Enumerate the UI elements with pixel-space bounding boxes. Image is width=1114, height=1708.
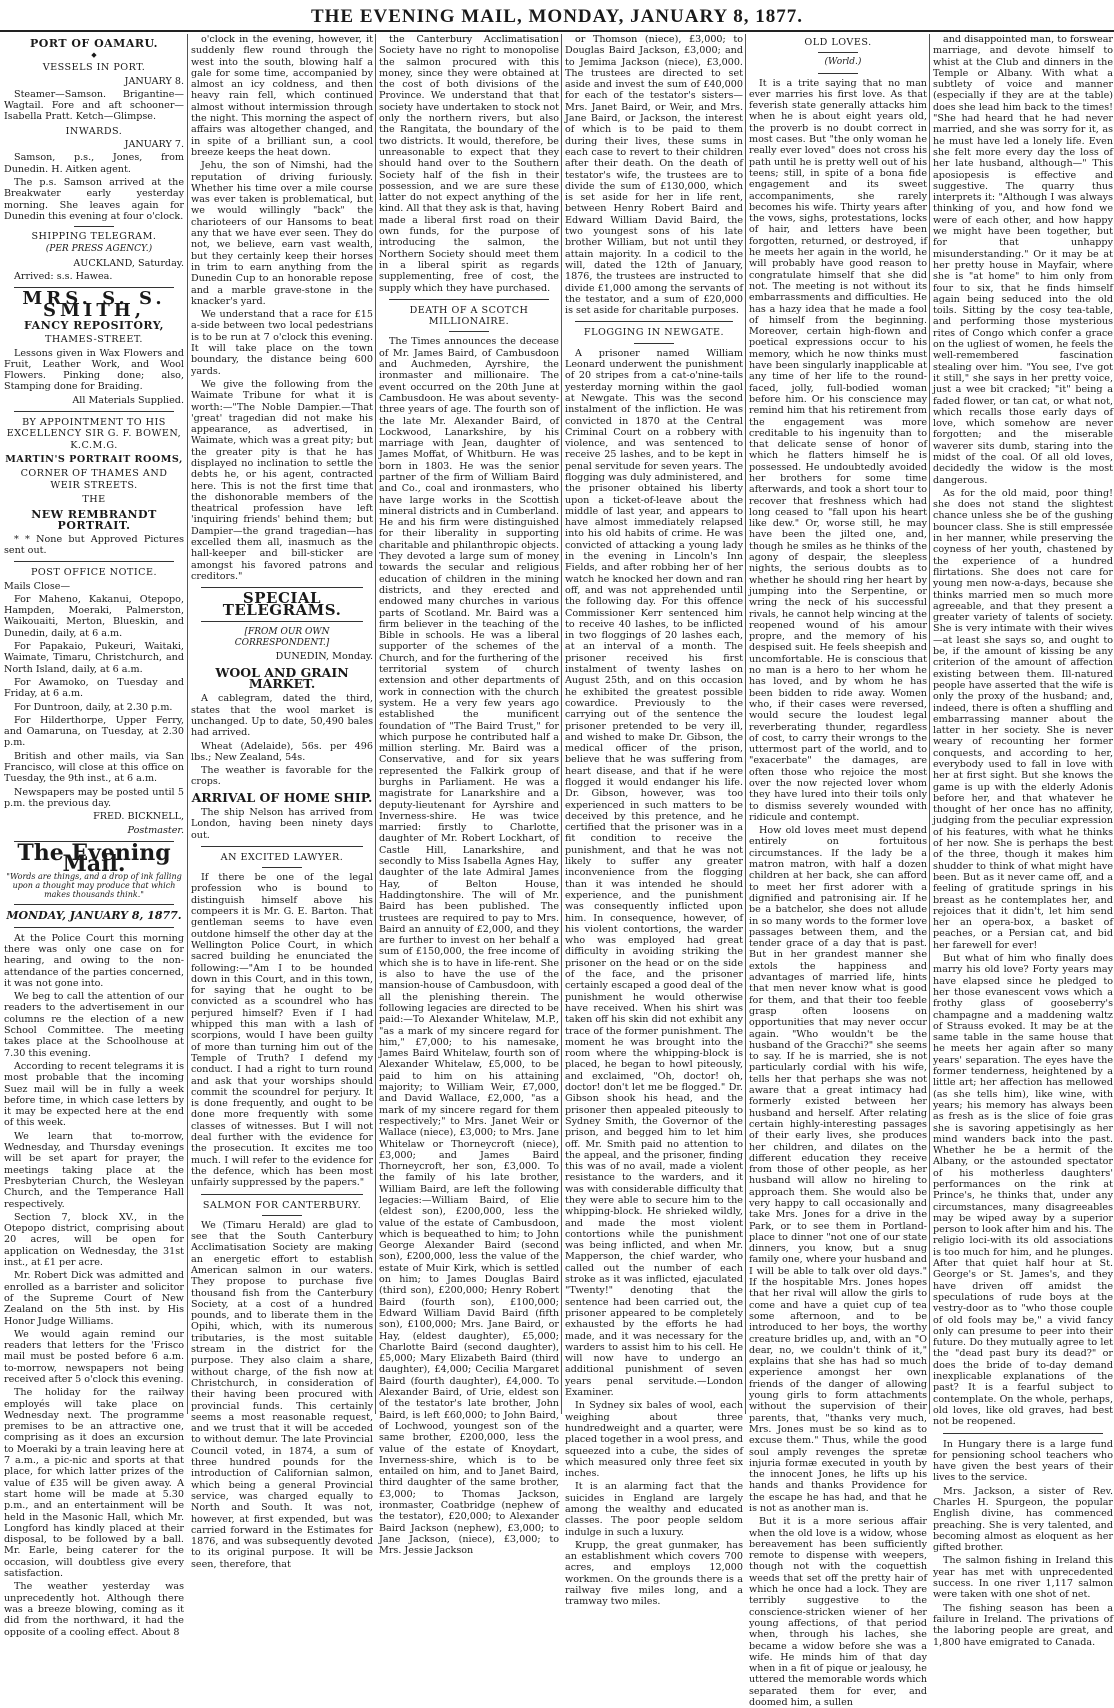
post-line: British and other mails, via San Francisco, will close at this office on Tuesday, the 9th inst., at 6 a.m. — [4, 750, 184, 785]
arrival-heading: ARRIVAL OF HOME SHIP. — [191, 789, 373, 805]
news-paragraph: The holiday for the railway employés will take place on Wednesday next. The programme premises to be an attractive one, comprising as it does an excursion to Moeraki by a train leaving here at 7 a.m., a pic-nic and sports at that place, for which latter prizes of the value of £35 will be given away. A start home will be made at 5.30 p.m., and an entertainment will be held in the Masonic Hall, which Mr. Longford has kindly placed at their disposal, to be followed by a ball. Mr. Earle, being caterer for the occasion, will doubtless give every satisfaction. — [4, 1387, 184, 1580]
shipping-text: Arrived: s.s. Hawea. — [14, 271, 113, 283]
divider — [14, 411, 174, 412]
flogging-paragraph: It is an alarming fact that the suicides in England are largely among the wealthy and educated classes. The poor people seldom indulge in such a luxury. — [565, 1481, 743, 1538]
shipping-place: AUCKLAND, Saturday. — [73, 257, 184, 269]
flogging-paragraph: Krupp, the great gunmaker, has an establishment which covers 700 acres, and employs 12,000 workmen. On the grounds there is a railway five miles long, and a tramway two miles. — [565, 1539, 743, 1608]
post-line: For Papakaio, Pukeuri, Waitaki, Waimate, Timaru, Christchurch, and North Island, daily, at 6 a.m. — [4, 641, 184, 675]
ornament: ◆ — [91, 51, 97, 60]
old-loves-paragraph: How old loves meet must depend entirely on fortuitous circumstances. If the lady be a matron matron, with half a dozen children at her back, she can afford to meet her first adorer with a dignified and patronising air. If he be a batchelor, she does not allude in so many words to the former love passages between them, and the tender grace of a day that is past. But in her grandest manner she extols the happiness and advantages of married life, hints that men never know what is good for them, and that their too feeble grasp often loosens on opportunities that may never occur again. "Who wouldn't be the husband of the Gracchi?" she seems to say. If he is married, she is not particularly cordial with his wife, tells her that perhaps she was not aware that a great intimacy had formerly existed between her husband and herself. After relating certain highly-interesting passages of their early lives, she produces her children, and dilates on the different education they receive from those of other people, as her husband will allow no hireling to approach them. She would also be very happy to call occasionally and take Mrs. Jones for a drive in the Park, or to see them in Portland-place to dinner "not one of our state dinners, you know, but a snug family one, where your husband and I will be able to talk over old days." If the hospitable Mrs. Jones hopes that her rival will allow the girls to come and have a quiet cup of tea some afternoon, and to be introduced to her boys, the worthy creature bridles up, and, with an "O dear, no, we couldn't think of it," explains that she has had so much experience amongst her own friends of the danger of allowing young girls to form attachments without the supervision of their parents, that, "thanks very much, Mrs. Jones must be so kind as to excuse them." Thus, while the good soul amply revenges the spretæ injuria formæ executed in youth by the innocent Jones, he lifts up his hands and thanks Providence for the escape he has had, and that he is not as another man is. — [749, 825, 927, 1514]
lawyer-heading: AN EXCITED LAWYER. — [220, 851, 344, 863]
old-loves-source: (World.) — [824, 57, 862, 68]
news-paragraph: or Thomson (niece), £3,000; to Douglas Baird Jackson, £3,000; and to Jemima Jackson (niece), £3,000. The trustees are directed to set aside and invest the sum of £40,000 for each of the testator's sisters—Mrs. Janet Baird, or Weir, and Mrs. Jane Baird, or Jackson, the interest of which is to be paid to them during their lives, these sums in each case to revert to their children after their death. On the death of testator's wife, the trustees are to divide the sum of £130,000, which is set aside for her in life rent, between Henry Robert Baird and Edward William David Baird, the two youngest sons of his late brother William, but not until they attain majority. In a codicil to the will, dated the 12th of January, 1876, the trustees are instructed to divide £1,000 among the servants of the testator, and a sum of £20,000 is set aside for charitable purposes. — [565, 34, 743, 317]
news-paragraph: the Canterbury Acclimatisation Society have no right to monopolise the salmon procured with this money, since they were obtained at the cost of both divisions of the Province. We understand that that society have undertaken to stock not only the northern rivers, but also the Rangitata, the boundary of the two districts. It would, therefore, be unreasonable to expect that they should hand over to the Southern Society half of the fish in their possession, and we are sure these latter do not expect anything of the kind. All that they ask is that, having made a liberal first road on their own funds, for the purpose of introducing the salmon, the Northern Society should meet them in a liberal spirit as regards supplementing, free of cost, the supply which they have purchased. — [379, 34, 559, 294]
martin-address: CORNER OF THAMES AND WEIR STREETS. — [20, 468, 168, 491]
inwards-heading: INWARDS. — [65, 125, 123, 137]
appointment-text: BY APPOINTMENT TO HIS EXCELLENCY SIR G. F. BOWEN, K.C.M.G. — [6, 417, 182, 451]
divider — [74, 226, 114, 227]
divider — [575, 321, 733, 322]
divider — [449, 331, 489, 332]
smith-footer: All Materials Supplied. — [72, 394, 184, 406]
arrival-text: The ship Nelson has arrived from London, having been ninety days out. — [191, 807, 373, 841]
news-paragraph: We beg to call the attention of our readers to the advertisement in our columns re the election of a new School Committee. The meeting takes place at the Schoolhouse at 7.30 this evening. — [4, 991, 184, 1059]
special-telegrams-heading: SPECIAL TELEGRAMS. — [222, 589, 342, 619]
wool-paragraph: A cablegram, dated the third, states that the wool market is unchanged. Up to date, 50,490 bales had arrived. — [191, 693, 373, 739]
divider — [201, 621, 363, 622]
old-loves-heading: OLD LOVES. — [804, 37, 872, 48]
special-source: [FROM OUR OWN CORRESPONDENT.] — [234, 626, 330, 649]
news-paragraph: We give the following from the Waimate Tribune for what it is worth:—"The Noble Dampier.—That 'great' tragedian did not make his appearance, as advertised, in Waimate, which was a great pity; but the greater pity is that he has displayed no inclination to settle the debts he, or his agent, contracted here. This is not the first time that the dishonorable members of the theatrical profession have left 'inquiring friends' behind them; but Dampier—the grand tragedian—has excelled them all, inasmuch as the hall-keeper and bill-sticker are amongst his favored patrons and creditors." — [191, 378, 373, 582]
old-loves-paragraph: and disappointed man, to forswear marriage, and devote himself to whist at the Club and dinners in the Temple or Albany. With what a subtlety of voice and manner (especially if they are at the table) does she lead him back to the times! "She had heard that he had never married, and she was sorry for it, as he must have led a lonely life. Even she felt more every day the loss of her late husband, although—" This aposiopesis is effective and suggestive. The quarry thus interprets it: "Although I was always thinking of you, and how fond we were of each other, and how happy we might have been together, but for that unhappy misunderstanding." Or it may be at her pretty house in Mayfair, where she is "at home" to him only from four to six, that he finds himself again being seduced into the old toils. Sitting by the cosy tea-table, and performing those mysterious rites of Congo which confer a grace on the ugliest of women, he feels the well-remembered fascination stealing over him. "You see, I've got it still," she says in her pretty voice, just a wee bit cracked; "it" being a faded flower, or tan cat, or what not, which recalls those early days of love, which somehow are never forgotten; and the miserable waverer sits dumb, staring into the midst of the coal. Of all old loves, decidedly the widow is the most dangerous. — [933, 34, 1113, 486]
rembrandt-note: * * None but Approved Pictures sent out. — [4, 533, 184, 556]
divider — [818, 73, 858, 74]
paper-motto: "Words are things, and a drop of ink falling upon a thought may produce that which makes thousands think." — [6, 872, 182, 900]
divider — [14, 561, 174, 562]
post-heading: POST OFFICE NOTICE. — [30, 567, 158, 579]
smith-street: THAMES-STREET. — [45, 334, 143, 346]
column-3 — [375, 34, 562, 1557]
smith-text: Lessons given in Wax Flowers and Fruit, Leather Work, and Wool Flowers. Pinking done; also, Stamping done for Braiding. — [4, 347, 184, 393]
death-heading: DEATH OF A SCOTCH MILLIONAIRE. — [409, 304, 529, 328]
news-paragraph: At the Police Court this morning there was only one case on for hearing, and owing to the non-attendance of the parties concerned, it was not gone into. — [4, 932, 184, 989]
lawyer-paragraph: If there be one of the legal profession who is bound to distinguish himself above his compeers it is Mr. G. E. Barton. That gentleman seems to have even outdone himself the other day at the Wellington Police Court, in which sacred building he enunciated the following:—"Am I to be hounded down in this Court, and in this town, for saying that he ought to be convicted as a scoundrel who has perjured himself? Even if I had whipped this man with a lash of scorpions, would I have been guilty of more than turning him out of the Temple of Truth? I defend my conduct. I had a right to turn round and ask that your worships should commit the scoundrel for perjury. It is done frequently, and ought to be done more frequently with some classes of witnesses. But I will not deal further with the evidence for the prosecution. It excites me too much. I will refer to the evidence for the defence, which has been most unfairly suppressed by the papers." — [191, 872, 373, 1189]
post-line: For Hilderthorpe, Upper Ferry, and Oamaruna, on Tuesday, at 2.30 p.m. — [4, 714, 184, 749]
post-line: Newspapers may be posted until 5 p.m. the previous day. — [4, 786, 184, 809]
divider — [943, 1433, 1103, 1434]
death-paragraph: The Times announces the decease of Mr. James Baird, of Cambusdoon and Auchmeden, Ayrshire, the ironmaster and millionaire. The event occurred on the 20th June at Cambusdoon. He was about seventy-three years of age. The fourth son of the late Mr. Alexander Baird, of Lockwood, Lanarkshire, by his marriage with Jean, daughter of James Moffat, of Whitburn. He was born in 1803. He was the senior partner of the firm of William Baird and Co., coal and ironmasters, who have large works in the Scottish mineral districts and in Cumberland. He and his firm were distinguished for their liberality in supporting charitable and philanthropic objects. They devoted a large sum of money towards the secular and religious education of children in the mining districts, and they erected and endowed many churches in various parts of Scotland. Mr. Baird was a firm believer in the teaching of the Bible in schools. He was a liberal supporter of the schemes of the Church, and for the furthering of the territorial system of church extension and other departments of work in connection with the church system. He a very few years ago established the munificent foundation of "The Baird Trust," for which purpose he contributed half a million sterling. Mr. Baird was a Conservative, and for six years represented the Falkirk group of burghs in Parliament. He was a magistrate for Lanarkshire and a deputy-lieutenant for Ayrshire and Inverness-shire. He was twice married: firstly to Charlotte, daughter of Mr. Robert Lockhart, of Castle Hill, Lanarkshire, and secondly to Miss Isabella Agnes Hay, daughter of the late Admiral James Hay, of Belton House, Haddingtonshire. The will of Mr. Baird has been published. The trustees are required to pay to Mrs. Baird an annuity of £2,000, and they are further to invest on her behalf a sum of £150,000, the free income of which she is to have in life-rent. She is also to have the use of the mansion-house of Cambusdoon, with all the plenishing therein. The following legacies are directed to be paid:—To Alexander Whitelaw, M.P., "as a mark of my sincere regard for him," £7,000; to his namesake, James Baird Whitelaw, fourth son of Alexander Whitelaw, £5,000, to be paid to him on his attaining majority; to William Weir, £7,000, and David Wallace, £2,000, "as a mark of my sincere regard for them respectively;" to Mrs. Janet Weir or Wallace (niece), £3,000; to Mrs. Jane Whitelaw or Thorneycroft (niece), £3,000; and James Baird Thorneycroft, her son, £3,000. To the family of his late brother, William Baird, are left the following legacies:—William Baird, of Elie (eldest son), £200,000, less the value of the estate of Cambusdoon, which is bequeathed to him; to John George Alexander Baird (second son), £200,000, less the value of the estate of Muir Kirk, which is settled on him; to James Douglas Baird (third son), £200,000; Henry Robert Baird (fourth son), £100,000; Edward William David Baird (fifth son), £100,000; Mrs. Jane Baird, or Hay, (eldest daughter), £5,000; Charlotte Baird (second daughter), £5,000; Mary Elizabeth Baird (third daughter), £4,000; Cecilia Margaret Baird (fourth daughter), £4,000. To Alexander Baird, of Urie, eldest son of the testator's late brother, John Baird, is left £60,000; to John Baird, of Lochwood, youngest son of the same brother, £200,000, less the value of the estate of Knoydart, Inverness-shire, which is to be entailed on him, and to Janet Baird, third daughter of the same brother, £3,000; to Thomas Jackson, ironmaster, Coatbridge (nephew of the testator), £20,000; to Alexander Baird Jackson (nephew), £3,000; to Jane Jackson, (niece), £3,000; to Mrs. Jessie Jackson — [379, 336, 559, 1557]
samson-note: The p.s. Samson arrived at the Breakwater early yesterday morning. She leaves again for Dunedin this evening at four o'clock. — [4, 176, 184, 222]
flogging-paragraph: A prisoner named William Leonard underwent the punishment of 20 stripes from a cat-o'nine-tails yesterday morning within the gaol at Newgate. This was the second instalment of the infliction. He was convicted in 1870 at the Central Criminal Court on a robbery with violence, and was sentenced to receive 25 lashes, and to be kept in penal servitude for seven years. The flogging was duly administered, and the prisoner obtained his liberty upon a ticket-of-leave about the middle of last year, and appears to have almost immediately relapsed into his old habits of crime. He was convicted of attacking a young lady in the evening in Lincoln's Inn Fields, and after robbing her of her watch he knocked her down and ran off, and was not apprehended until the following day. For this offence Commissioner Kerr sentenced him to receive 40 lashes, to be inflicted in two floggings of 20 lashes each, at an interval of a month. The prisoner received his first instalment of twenty lashes on August 25th, and on this occasion he exhibited the greatest possible cowardice. Previously to the carrying out of the sentence the prisoner pretended to be very ill, and wished to make Dr. Gibson, the medical officer of the prison, believe that he was suffering from heart disease, and that if he were flogged it would endanger his life. Dr. Gibson, however, was too experienced in such matters to be deceived by this pretence, and he certified that the prisoner was in a fit condition to receive the punishment, and that he was not likely to suffer any greater inconvenience from the flogging than it was intended he should experience, and the punishment was consequently inflicted upon him. In consequence, however, of his violent contortions, the warder who was employed had great difficulty in avoiding striking the prisoner on the head or on the side of the face, and the prisoner certainly escaped a good deal of the punishment he would otherwise have received. When his shirt was taken off his skin did not exhibit any trace of the former punishment. The moment he was brought into the room where the whipping-block is placed, he began to howl piteously, and exclaimed, "Oh, doctor! oh, doctor! don't let me be flogged." Dr. Gibson shook his head, and the prisoner then appealed piteously to Sydney Smith, the Governor of the prison, and begged him to let him off. Mr. Smith paid no attention to the appeal, and the prisoner, finding this was of no avail, made a violent resistance to the warders, and it was with considerable difficulty that they were able to secure him to the whipping-block. He shrieked wildly, and made the most violent contortions while the punishment was being inflicted, and when Mr. Mapperson, the chief warder, who called out the number of each stroke as it was inflicted, ejaculated "Twenty!" denoting that the sentence had been carried out, the prisoner appeared to be completely exhausted by the efforts he had made, and it was necessary for the warders to assist him to his cell. He will now have to undergo an additional punishment of seven years penal servitude.—London Examiner. — [565, 347, 743, 1399]
wool-heading: WOOL AND GRAIN MARKET. — [215, 664, 349, 692]
old-loves-paragraph: But it is a more serious affair when the old love is a widow, whose bereavement has been sufficiently remote to dispense with weepers, though not with the coquettish weeds that set off the pretty hair of which he once had a lock. They are terribly suggestive to the conscience-stricken wiener of her young affections, of that period when, through his laches, she became a widow before she was a wife. He minds him of that day when in a fit of pique or jealousy, he uttered the memorable words which separated them for ever, and doomed him, a sullen — [749, 1516, 927, 1708]
news-paragraph: Jehu, the son of Nimshi, had the reputation of driving furiously. Whether his time over a mile course was ever taken is problematical, but we would willingly "back" the charioteers of our Hansoms to beat any that we have ever seen. They do not, we believe, earn vast wealth, but they certainly keep their horses in trim to earn anything from the Dunedin Cup to an honorable repose and a marble grave-stone in the knacker's yard. — [191, 160, 373, 307]
divider — [201, 846, 363, 847]
vessels-heading: VESSELS IN PORT. — [42, 62, 146, 74]
divider — [201, 587, 363, 588]
column-1 — [4, 34, 187, 1638]
news-paragraph: Mr. Robert Dick was admitted and enrolled as a barrister and solicitor of the Supreme Court of New Zealand on the 5th inst. by His Honor Judge Williams. — [4, 1270, 184, 1327]
news-paragraph: According to recent telegrams it is most probable that the incoming Suez mail will be in fully a week before time, in which case letters by it may be expected here at the end of this week. — [4, 1060, 184, 1129]
news-paragraph: We would again remind our readers that letters for the 'Frisco mail must be posted before 6 a.m. to-morrow, newspapers not being received after 5 o'clock this evening. — [4, 1328, 184, 1385]
salmon-heading: SALMON FOR CANTERBURY. — [202, 1199, 362, 1211]
news-paragraph: The weather yesterday was unprecedently hot. Although there was a breeze blowing, coming as it did from the northward, it had the opposite of a cooling effect. About 8 — [4, 1581, 184, 1638]
news-paragraph: The salmon fishing in Ireland this year has met with unprecedented success. In one river 1,117 salmon were taken with one shot of net. — [933, 1555, 1113, 1601]
column-2 — [187, 34, 376, 1570]
post-line: For Maheno, Kakanui, Otepopo, Hampden, Moeraki, Palmerston, Waikouaiti, Merton, Blueskin, and Dunedin, daily, at 6 a.m. — [4, 593, 184, 639]
post-line: For Duntroon, daily, at 2.30 p.m. — [14, 701, 173, 713]
rembrandt-heading: NEW REMBRANDT PORTRAIT. — [31, 508, 157, 533]
post-line: For Awamoko, on Tuesday and Friday, at 6 a.m. — [4, 676, 184, 700]
news-paragraph: o'clock in the evening, however, it suddenly flew round through the west into the south, blowing half a gale for some time, accompanied by almost an icy coldness, and then heavy rain fell, which continued almost without intermission through the night. This morning the aspect of affairs was altogether changed, and in spite of a brilliant sun, a cool breeze keeps the heat down. — [191, 34, 373, 158]
news-paragraph: In Hungary there is a large fund for pensioning school teachers who have given the best years of their lives to the service. — [933, 1438, 1113, 1484]
flogging-paragraph: In Sydney six bales of wool, each weighing about three hundredweight and a quarter, were placed together in a wool press, and squeezed into a cube, the sides of which measured only three feet six inches. — [565, 1400, 743, 1480]
smith-name: MRS. S. S. SMITH, — [22, 288, 166, 321]
news-paragraph: Section 7, block XV., in the Otepopo district, comprising about 20 acres, will be open for application on Wednesday, the 31st inst., at £1 per acre. — [4, 1211, 184, 1269]
old-loves-paragraph: It is a trite saying that no man ever marries his first love. As that feverish state generally attacks him when he is about eight years old, the proverb is no doubt correct in most cases. But "the only woman he really ever loved" does not cross his path until he is pretty well out of his teens; still, in spite of a bona fide engagement and its sweet accompaniments, she rarely becomes his wife. Thirty years after the vows, sighs, protestations, locks of hair, and letters have been forgotten, returned, or destroyed, if he meets her again in the world, he will probably have good reason to congratulate himself that she did not. The meeting is not without its embarrassments and difficulties. He has a hazy idea that he made a fool of himself from the beginning. Moreover, certain high-flown and poetical expressions occur to his memory, which he now thinks must have been singularly inapplicable at any time of her life to the round-faced, jolly, full-bodied woman before him. Or his conscience may remind him that his retirement from the engagement was more creditable to his ingenuity than to that delicate sense of honor of which he flatters himself he is possessed. He undoubtedly avoided her brothers for some time afterwards, and took a short tour to recover that freshness which had long ceased to "fall upon his heart like dew." Or, worse still, he may have been the jilted one, and, though he smiles as he thinks of the agony of despair, the sleepless nights, the serious doubts as to whether he should ring her heart by jumping into the Serpentine, or wring the neck of his successful rivals, he cannot help wincing at the reopened wound of his amour propre, and the memory of his despised suit. He feels sheepish and uncomfortable. He is conscious that no man is a hero to her whom he has loved, and by whom he has been bidden to ride away. Women who, if their cases were reversed, would secure the loudest legal reverberating thunder, regardless of cost, to carry their wrongs to the uttermost part of the world, and to "exacerbate" the damages, are often those who rejoice the most over the now rejected lover whom they have lured into their toils only to dismiss severely wounded with ridicule and contempt. — [749, 77, 927, 823]
old-loves-paragraph: But what of him who finally does marry his old love? Forty years may have elapsed since he pledged to her those evanescent vows which a frothy glass of gooseberry's champagne and a maddening waltz of Strauss evoked. It may be at the same table in the same house that he meets her again after so many years' separation. The eyes have the former tenderness, heightened by a little art; her affection has mellowed (as she tells him), like wine, with years; his memory has always been as fresh as is the slice of foie gras she is savoring appetisingly as her mind wanders back into the past. Whether he be a hermit of the Albany, or the astounded spectator of his motherless daughters' performances on the rink at Prince's, he thinks that, under any circumstances, many disagreeables may be wiped away by a superior person to look after him and his. The religio loci-with its old associations is too much for him, and he plunges. After that quiet half hour at St. George's or St. James's, and they have driven off amidst the speculations of rude boys at the vestry-door as to "who those couple of old fools may be," a vivid fancy only can presume to peer into their future. Do they mutually agree to let the "dead past bury its dead?" or does the bride of to-day demand inexplicable explanations of the past? It is a fearful subject to contemplate. On the whole, perhaps, old loves, like old graves, had best not be reopened. — [933, 953, 1113, 1428]
port-heading: PORT OF OAMARU. — [30, 37, 158, 50]
post-signature: FRED. BICKNELL, — [93, 811, 184, 823]
divider — [14, 904, 174, 905]
flogging-heading: FLOGGING IN NEWGATE. — [583, 327, 725, 339]
masthead-title: THE EVENING MAIL, MONDAY, JANUARY 8, 1877. — [310, 6, 804, 27]
column-6 — [929, 34, 1113, 1648]
column-4 — [561, 34, 746, 1608]
salmon-paragraph: We (Timaru Herald) are glad to see that the South Canterbury Acclimatisation Society are making an energetic effort to establish American salmon in our waters. They propose to purchase five thousand fish from the Canterbury Society, at a cost of a hundred pounds, and to liberate them in the Opihi, which, with its numerous tributaries, is the most suitable stream in the district for the purpose. They also claim a share, without charge, of the fish now at Christchurch, in consideration of their having been procured with provincial funds. This certainly seems a most reasonable request, and we trust that it will be acceded to without demur. The late Provincial Council voted, in 1874, a sum of three hundred pounds for the introduction of Californian salmon, which being a general Provincial service, was charged equally to North and South. It was not, however, at first expended, but was carried forward in the Estimates for 1876, and was subsequently devoted to its original purpose. It will be seen, therefore, that — [191, 1219, 373, 1570]
divider — [262, 1215, 302, 1216]
page-columns — [4, 34, 1113, 1708]
news-paragraph: We learn that to-morrow, Wednesday, and Thursday evenings will be set apart for prayer, the meetings taking place at the Presbyterian Church, the Wesleyan Church, and the Temperance Hall respectively. — [4, 1130, 184, 1210]
divider — [634, 343, 674, 344]
vessels-text: Steamer—Samson. Brigantine—Wagtail. Fore and aft schooner—Isabella Pratt. Ketch—Glimpse. — [4, 88, 184, 123]
smith-title: FANCY REPOSITORY, — [24, 318, 164, 332]
divider — [818, 52, 858, 53]
post-role: Postmaster. — [127, 824, 184, 836]
post-line: Mails Close— — [4, 580, 71, 592]
shipping-source: (PER PRESS AGENCY.) — [45, 244, 153, 255]
old-loves-paragraph: As for the old maid, poor thing! she does not stand the slightest chance unless she be of the gushing bouncer class. She is still empressée in her manner, while preserving the coyness of her youth, chastened by the experience of a hundred flirtations. She does not care for young men now-a-days, because she thinks married men so much more agreeable, and that they present a greater variety of talents of society. She is very intimate with their wives—at least she says so, and ought to be, if the amount of kissing be any criterion of the amount of affection existing between them. Ill-natured people have asserted that the wife is only the proxy of the husband; and, indeed, there is often a shuffling and embarrassing manner about the latter in her society. She is never weary of recounting her former conquests, and according to her, everybody used to fall in love with her at first sight. But she knows the game is up with the elderly Adonis before her, and that whatever he thought of her once has no affinity, judging from the peculiar expression of his features, with what he thinks of her now. She is perhaps the best of the three, though it makes him shudder to think of what might have been. But as it never came off, and a feeling of gratitude springs in his breast as he contemplates her, and rejoices that it didn't, let him send her an opera-box, a basket of peaches, or a Persian cat, and bid her farewell for ever! — [933, 487, 1113, 951]
divider — [262, 867, 302, 868]
dateline: MONDAY, JANUARY 8, 1877. — [6, 909, 182, 923]
wool-paragraph: Wheat (Adelaide), 56s. per 496 lbs.; New Zealand, 54s. — [191, 740, 373, 763]
divider — [389, 299, 549, 300]
column-5 — [745, 34, 930, 1708]
vessels-date: JANUARY 8. — [124, 75, 184, 87]
shipping-heading: SHIPPING TELEGRAM. — [31, 231, 157, 243]
the-label: THE — [82, 493, 106, 505]
divider — [14, 927, 174, 928]
news-paragraph: We understand that a race for £15 a-side between two local pedestrians is to be run at 7 o'clock this evening. It will take place on the town boundary, the distance being 600 yards. — [191, 309, 373, 377]
news-paragraph: The fishing season has been a failure in Ireland. The privations of the laboring people are great, and 1,800 have emigrated to Canada. — [933, 1602, 1113, 1648]
paper-title: The Evening Mail. — [17, 839, 171, 878]
masthead — [0, 0, 1114, 32]
news-paragraph: Mrs. Jackson, a sister of Rev. Charles H. Spurgeon, the popular English divine, has commenced preaching. She is very talented, and becoming almost as eloquent as her gifted brother. — [933, 1485, 1113, 1554]
special-place: DUNEDIN, Monday. — [275, 651, 373, 663]
martin-heading: MARTIN'S PORTRAIT ROOMS, — [5, 453, 183, 465]
inwards-text: Samson, p.s., Jones, from Dunedin. H. Aitken agent. — [4, 152, 184, 175]
divider — [201, 1194, 363, 1195]
inwards-date: JANUARY 7. — [124, 139, 184, 151]
wool-paragraph: The weather is favorable for the crops. — [191, 765, 373, 788]
